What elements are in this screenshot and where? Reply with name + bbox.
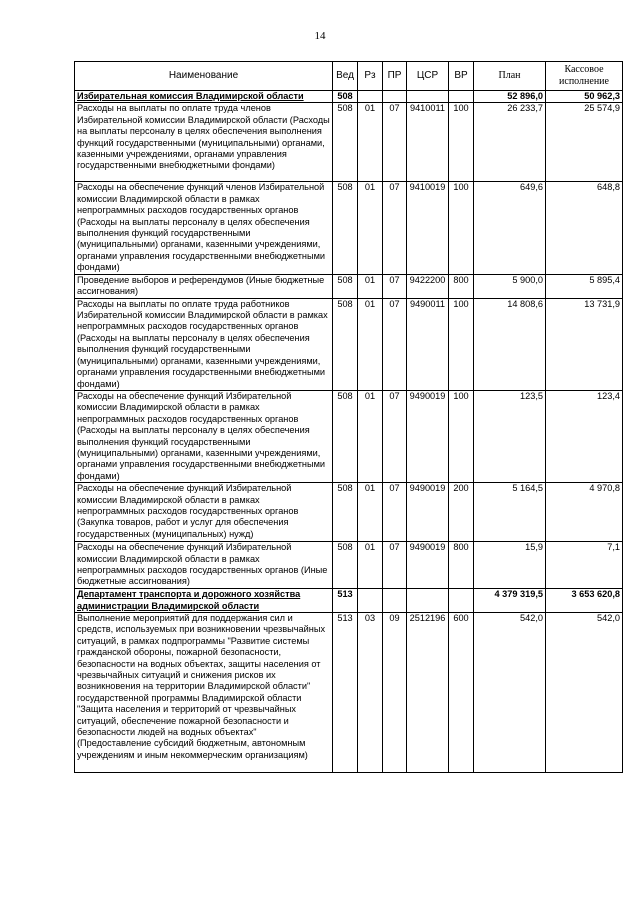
row-rz: 01: [358, 483, 383, 542]
table-row-group: [75, 91, 623, 103]
col-header-ved: Вед: [333, 62, 358, 91]
col-header-plan: План: [474, 62, 546, 91]
row-exec: 50 962,3: [546, 91, 623, 103]
row-name: Избирательная комиссия Владимирской области: [75, 91, 333, 103]
row-csr: 9422200: [407, 274, 449, 298]
row-rz: 01: [358, 182, 383, 274]
row-ved: 508: [333, 542, 358, 589]
row-name: Расходы на обеспечение функций Избирательной комиссии Владимирской области в рамках непрограммных расходов государственных органов (Иные бюджетные ассигнования): [75, 542, 333, 589]
row-plan: 5 164,5: [474, 483, 546, 542]
row-exec: 123,4: [546, 390, 623, 482]
row-plan: 5 900,0: [474, 274, 546, 298]
row-plan: 123,5: [474, 390, 546, 482]
row-name: Расходы на выплаты по оплате труда работников Избирательной комиссии Владимирской области в рамках непрограммных расходов государственных органов (Расходы на выплаты персоналу в целях обеспечения выполнения функций государственными (муниципальными) органами, казенными учреждениями, органами управления государственными внебюджетными фондами): [75, 298, 333, 390]
row-rz: 01: [358, 103, 383, 182]
row-name: Расходы на выплаты по оплате труда членов Избирательной комиссии Владимирской области (Расходы на выплаты персоналу в целях обеспечения выполнения функций государственными (муниципальными) органами, казенными учреждениями, органами управления государственными внебюджетными фондами): [75, 103, 333, 182]
row-rz: [358, 91, 383, 103]
row-pr: 07: [383, 182, 407, 274]
row-csr: [407, 589, 449, 613]
row-exec: 25 574,9: [546, 103, 623, 182]
row-exec: 7,1: [546, 542, 623, 589]
row-ved: 508: [333, 103, 358, 182]
row-name: Расходы на обеспечение функций Избирательной комиссии Владимирской области в рамках непрограммных расходов государственных органов (Закупка товаров, работ и услуг для обеспечения государственных (муниципальных) нужд): [75, 483, 333, 542]
row-rz: 03: [358, 612, 383, 772]
row-vr: 100: [449, 182, 474, 274]
page-number: 14: [314, 30, 326, 42]
row-plan: 14 808,6: [474, 298, 546, 390]
row-ved: 508: [333, 483, 358, 542]
table-row-group: [75, 589, 623, 613]
row-vr: 800: [449, 274, 474, 298]
row-csr: 9490019: [407, 390, 449, 482]
col-header-csr: ЦСР: [407, 62, 449, 91]
row-ved: 508: [333, 274, 358, 298]
row-vr: 100: [449, 103, 474, 182]
col-header-exec: Кассовое исполнение: [546, 62, 623, 91]
table-row: [75, 390, 623, 482]
row-exec: 542,0: [546, 612, 623, 772]
row-name: Департамент транспорта и дорожного хозяйства администрации Владимирской области: [75, 589, 333, 613]
row-plan: 649,6: [474, 182, 546, 274]
row-name: Проведение выборов и референдумов (Иные бюджетные ассигнования): [75, 274, 333, 298]
col-header-vr: ВР: [449, 62, 474, 91]
table-row: [75, 483, 623, 542]
row-rz: 01: [358, 274, 383, 298]
row-plan: 26 233,7: [474, 103, 546, 182]
row-csr: 9490011: [407, 298, 449, 390]
row-ved: 513: [333, 612, 358, 772]
row-ved: 508: [333, 390, 358, 482]
row-ved: 508: [333, 182, 358, 274]
row-pr: [383, 91, 407, 103]
table-row: [75, 103, 623, 182]
row-csr: 9410011: [407, 103, 449, 182]
row-rz: 01: [358, 542, 383, 589]
row-name: Расходы на обеспечение функций членов Избирательной комиссии Владимирской области в рамках непрограммных расходов государственных органов (Расходы на выплаты персоналу в целях обеспечения выполнения функций государственными (муниципальными) органами, казенными учреждениями, органами управления государственными внебюджетными фондами): [75, 182, 333, 274]
table-header-row: [75, 62, 623, 91]
row-ved: 508: [333, 298, 358, 390]
row-exec: 3 653 620,8: [546, 589, 623, 613]
row-rz: 01: [358, 390, 383, 482]
col-header-rz: Рз: [358, 62, 383, 91]
row-pr: 07: [383, 390, 407, 482]
budget-table: [74, 61, 623, 773]
row-rz: [358, 589, 383, 613]
row-ved: 513: [333, 589, 358, 613]
row-plan: 4 379 319,5: [474, 589, 546, 613]
row-ved: 508: [333, 91, 358, 103]
table-row: [75, 612, 623, 772]
row-exec: 13 731,9: [546, 298, 623, 390]
row-csr: 2512196: [407, 612, 449, 772]
row-exec: 5 895,4: [546, 274, 623, 298]
row-plan: 52 896,0: [474, 91, 546, 103]
table-row: [75, 298, 623, 390]
row-plan: 15,9: [474, 542, 546, 589]
table-row: [75, 182, 623, 274]
row-csr: 9490019: [407, 483, 449, 542]
row-vr: 100: [449, 390, 474, 482]
row-vr: 200: [449, 483, 474, 542]
row-csr: [407, 91, 449, 103]
row-vr: 800: [449, 542, 474, 589]
row-pr: 07: [383, 483, 407, 542]
row-pr: 07: [383, 274, 407, 298]
row-pr: 09: [383, 612, 407, 772]
table-row: [75, 542, 623, 589]
row-exec: 648,8: [546, 182, 623, 274]
row-vr: 100: [449, 298, 474, 390]
row-exec: 4 970,8: [546, 483, 623, 542]
row-csr: 9490019: [407, 542, 449, 589]
row-pr: [383, 589, 407, 613]
row-vr: [449, 91, 474, 103]
col-header-pr: ПР: [383, 62, 407, 91]
col-header-name: Наименование: [75, 62, 333, 91]
row-vr: [449, 589, 474, 613]
row-pr: 07: [383, 298, 407, 390]
row-name: Расходы на обеспечение функций Избирательной комиссии Владимирской области в рамках непрограммных расходов государственных органов (Расходы на выплаты персоналу в целях обеспечения выполнения функций государственными (муниципальными) органами, казенными учреждениями, органами управления государственными внебюджетными фондами): [75, 390, 333, 482]
row-vr: 600: [449, 612, 474, 772]
row-csr: 9410019: [407, 182, 449, 274]
row-rz: 01: [358, 298, 383, 390]
row-pr: 07: [383, 542, 407, 589]
table-row: [75, 274, 623, 298]
row-plan: 542,0: [474, 612, 546, 772]
row-name: Выполнение мероприятий для поддержания сил и средств, используемых при возникновении чрезвычайных ситуаций, в рамках подпрограммы "Развитие системы гражданской обороны, пожарной безопасности, безопасности на водных объектах, защиты населения от чрезвычайных ситуаций и снижения рисков их возникновения на территории Владимирской области" государственной программы Владимирской области "Защита населения и территорий от чрезвычайных ситуаций, обеспечение пожарной безопасности и безопасности людей на водных объектах" (Предоставление субсидий бюджетным, автономным учреждениям и иным некоммерческим организациям): [75, 612, 333, 772]
row-pr: 07: [383, 103, 407, 182]
